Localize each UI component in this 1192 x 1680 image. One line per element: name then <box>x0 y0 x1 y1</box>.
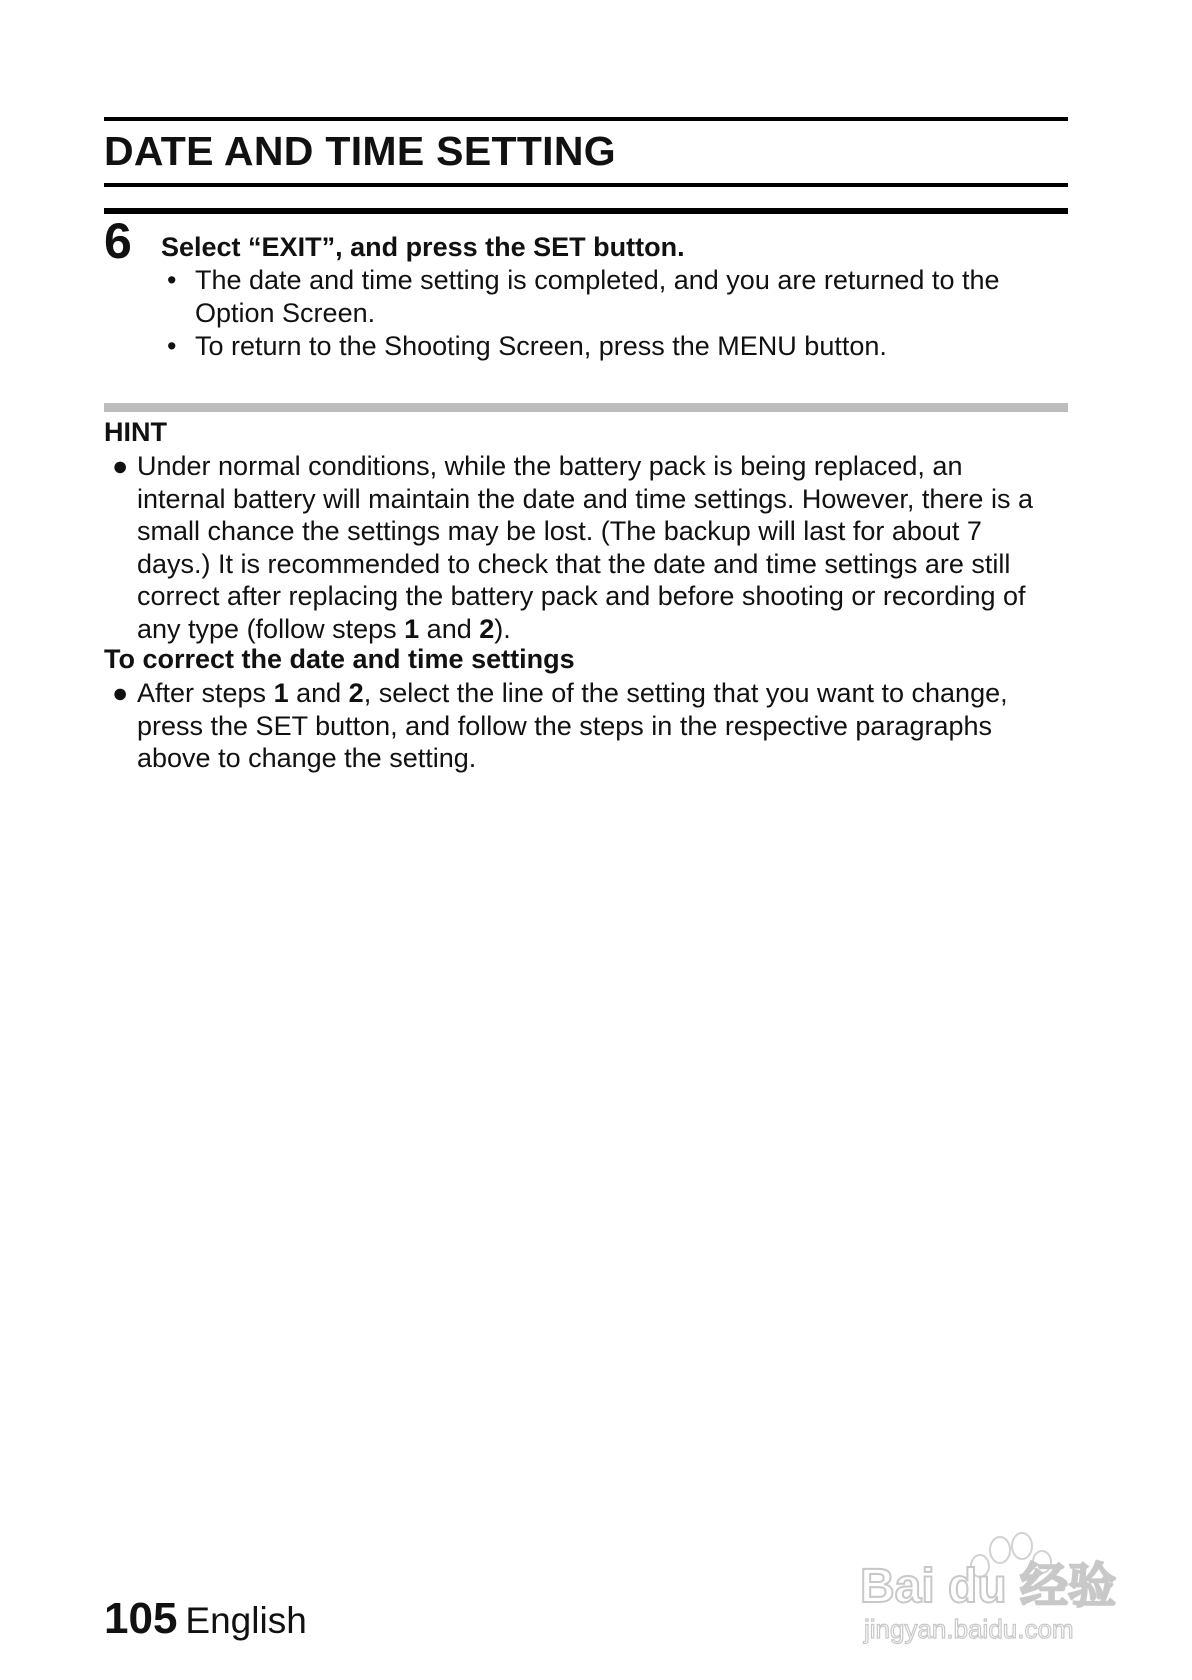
hint-line <box>137 613 1074 646</box>
text-run: , select the line of the setting that you want to change, <box>363 678 1008 708</box>
text-run: After steps <box>137 678 274 708</box>
watermark-logo <box>850 1520 1140 1650</box>
step-bullet-text: The date and time setting is completed, and you are returned to the <box>195 265 1000 295</box>
correct-line: above to change the setting. <box>137 743 477 773</box>
hint-line: small chance the settings may be lost. (The backup will last for about 7 <box>137 516 982 546</box>
watermark-text: Bai du 经验 <box>860 1560 1117 1613</box>
bullet-marker: ● <box>112 451 129 481</box>
step-bullet-text: To return to the Shooting Screen, press the MENU button. <box>195 331 887 361</box>
text-run: and <box>288 678 349 708</box>
correct-paragraph <box>104 677 1074 775</box>
correct-heading: To correct the date and time settings <box>104 644 575 674</box>
hint-line: correct after replacing the battery pack and before shooting or recording of <box>137 581 1026 611</box>
hint-divider <box>104 403 1068 412</box>
step-ref: 2 <box>348 678 364 708</box>
hint-line: days.) It is recommended to check that the date and time settings are still <box>137 548 1011 579</box>
hint-label: HINT <box>104 417 167 447</box>
hint-line: internal battery will maintain the date and time settings. However, there is a <box>137 483 1033 514</box>
text-run: and <box>419 613 480 644</box>
bullet-marker: • <box>167 331 177 361</box>
step-bullet-list <box>167 264 1075 363</box>
step-ref: 2 <box>479 613 495 644</box>
step-bullet-item <box>167 330 1075 363</box>
correct-line: press the SET button, and follow the steps in the respective paragraphs <box>137 710 993 741</box>
step-bullet-text: Option Screen. <box>195 298 376 328</box>
bullet-marker: • <box>167 265 177 295</box>
title-underline <box>104 183 1068 187</box>
hint-bullet-item <box>104 450 1074 645</box>
correct-bullet-item <box>104 677 1074 775</box>
top-rule <box>104 117 1068 121</box>
page-title: DATE AND TIME SETTING <box>104 128 616 174</box>
bullet-marker: ● <box>112 678 129 708</box>
hint-line: Under normal conditions, while the battery pack is being replaced, an <box>137 451 963 481</box>
page-number: 105 <box>104 1594 178 1643</box>
hint-paragraph <box>104 450 1074 645</box>
watermark-url: jingyan.baidu.com <box>864 1614 1074 1644</box>
step-number: 6 <box>104 213 132 269</box>
text-run: any type (follow steps <box>137 613 405 644</box>
step-divider <box>104 208 1068 214</box>
step-ref: 1 <box>273 678 289 708</box>
step-bullet-item <box>167 264 1075 330</box>
page-language: English <box>185 1600 307 1641</box>
text-run: ). <box>494 613 511 644</box>
step-ref: 1 <box>404 613 420 644</box>
page-footer <box>104 1594 307 1644</box>
step-heading: Select “EXIT”, and press the SET button. <box>161 232 685 262</box>
correct-line <box>137 677 1074 710</box>
